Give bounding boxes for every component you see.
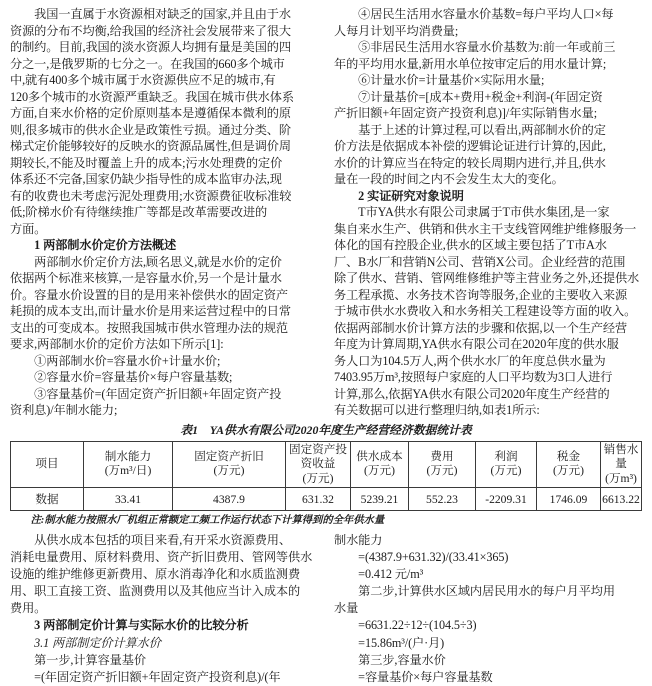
- text-line: 设施的维护维修更新费用、原水消毒净化和水质监测费: [10, 567, 301, 582]
- text-line: ②容量水价=容量基价×每户容量基数;: [10, 370, 233, 384]
- header-unit: (万元): [426, 464, 458, 478]
- text-line: 集自来水生产、供销和供水主干支线管网维护维修服务一: [334, 221, 637, 236]
- text-line: =(4387.9+631.32)/(33.41×365): [334, 550, 509, 565]
- text-line: 用、职工直接工资、监测费用以及其他应当计入成本的: [10, 584, 301, 599]
- text-line: 体化的国有控股企业,供水的区域主要包括了T市A水: [334, 238, 607, 252]
- text-line: 1 两部制水价定价方法概述: [10, 238, 177, 252]
- header-label: 固定资产折旧: [194, 449, 264, 463]
- text-line: =0.412 元/m³: [334, 567, 424, 582]
- table-cell: 631.32: [286, 488, 351, 511]
- header-label: 项目: [35, 457, 59, 470]
- bottom-two-column-section: [10, 532, 642, 686]
- text-line: 资源的分布不均衡,给我国的经济社会发展带来了很大: [10, 23, 291, 38]
- table-header-cell: [409, 441, 476, 488]
- text-line: 3 两部制定价计算与实际水价的比较分析: [10, 618, 249, 633]
- table-header-cell: [11, 441, 84, 488]
- table-header-cell: [351, 441, 409, 488]
- bottom-left-column: [10, 532, 320, 686]
- text-line: T市YA供水有限公司隶属于T市供水集团,是一家: [334, 205, 610, 219]
- data-table: [10, 441, 642, 512]
- text-line: 有关数据可以进行整理归纳,如表1所示:: [334, 403, 540, 417]
- header-label: 销售水量: [603, 442, 639, 470]
- table-cell: 1746.09: [537, 488, 601, 511]
- top-right-column: [334, 6, 642, 419]
- header-unit: (万m³/日): [104, 464, 152, 478]
- text-line: 梯式定价能够较好的反映水的资源品属性,但是调价周: [10, 139, 291, 153]
- text-line: ④居民生活用水容量水价基数=每户平均人口×每: [334, 7, 614, 21]
- text-line: 期较长,不能及时覆盖上升的成本;污水处理费的定价: [10, 155, 283, 170]
- text-line: 支出的可变成本。按照我国城市供水管理办法的规范: [10, 320, 289, 335]
- text-line: 从供水成本包括的项目来看,有开采水资源费用、: [10, 533, 291, 547]
- text-line: 我国一直属于水资源相对缺乏的国家,并且由于水: [10, 7, 291, 21]
- text-line: 价方法是依据成本补偿的逻辑论证进行计算的,因此,: [334, 139, 606, 153]
- text-line: 年度为计算周期,YA供水有限公司在2020年度的供水服: [334, 337, 619, 351]
- text-line: 要求,两部制水价的定价方法如下所示[1]:: [10, 337, 224, 351]
- text-line: 资利息)/年制水能力;: [10, 403, 118, 417]
- text-line: 耗损的成本支出,而计量水价是用来运营过程中的日常: [10, 304, 291, 318]
- text-line: 第一步,计算容量基价: [10, 652, 146, 667]
- text-line: 方面。: [10, 221, 47, 236]
- header-label: 固定资产投资收益: [289, 442, 347, 470]
- text-line: 制水能力: [334, 533, 383, 547]
- table-header-cell: [601, 441, 642, 488]
- text-line: 3.1 两部制定价计算水价: [10, 635, 161, 650]
- header-label: 供水成本: [356, 449, 403, 463]
- text-line: 中,就有400多个城市属于水资源供应不足的城市,有: [10, 73, 276, 87]
- text-line: ③容量基价=(年固定资产折旧额+年固定资产投: [10, 386, 282, 401]
- header-unit: (万元): [553, 464, 584, 478]
- table-cell: 552.23: [409, 488, 476, 511]
- table-header-row: [11, 441, 642, 488]
- text-line: 分之一,是俄罗斯的七分之一。在我国的660多个城市: [10, 56, 285, 71]
- text-line: =6631.22÷12÷(104.5÷3): [334, 618, 477, 633]
- text-line: =(年固定资产折旧额+年固定资产投资利息)/(年: [10, 669, 281, 684]
- text-line: 消耗电量费用、原材料费用、资产折旧费用、管网等供水: [10, 550, 313, 565]
- header-unit: (万元): [364, 464, 395, 478]
- text-line: 年的平均用水量,新用水单位按审定后的用水量计算;: [334, 56, 607, 71]
- header-label: 制水能力: [104, 449, 152, 463]
- table-cell: 33.41: [84, 488, 173, 511]
- text-line: 依据两部制水价计算方法的步骤和依据,以一个生产经营: [334, 320, 628, 335]
- text-line: 人每月计划平均消费量;: [334, 23, 459, 38]
- table-cell: 5239.21: [351, 488, 409, 511]
- text-line: 2 实证研究对象说明: [334, 188, 464, 203]
- top-two-column-section: [10, 6, 642, 419]
- text-line: 水价的计算应当在特定的较长周期内进行,并且,供水: [334, 155, 606, 170]
- table-note: 注:制水能力按照水厂机组正常额定工频工作运行状态下计算得到的全年供水量: [30, 515, 385, 526]
- text-line: =15.86m³/(户·月): [334, 635, 445, 650]
- text-line: 务工程承揽、水务技术咨询等服务,企业的主要收入来源: [334, 287, 628, 302]
- text-line: 方面,自来水价格的定价原则基本是遵循保本微利的原: [10, 106, 291, 120]
- text-line: 第三步,容量水价: [334, 652, 446, 667]
- header-label: 税金: [556, 449, 581, 463]
- table-block: [10, 423, 642, 529]
- text-line: 则,很多城市的供水企业是政策性亏损。通过分类、阶: [10, 122, 291, 137]
- header-label: 费用: [430, 449, 454, 463]
- text-line: ⑥计量水价=计量基价×实际用水量;: [334, 73, 545, 87]
- text-line: 于城市供水水费收入和水务相关工程建设等方面的收入。: [334, 304, 637, 318]
- header-label: 利润: [494, 449, 518, 463]
- table-cell: -2209.31: [476, 488, 537, 511]
- text-line: 基于上述的计算过程,可以看出,两部制水价的定: [334, 122, 606, 137]
- header-unit: (万元): [302, 471, 334, 485]
- text-line: 量在一段的时间之内不会发生太大的变化。: [334, 172, 564, 186]
- text-line: =容量基价×每户容量基数: [334, 669, 493, 684]
- table-title: 表1 YA供水有限公司2020年度生产经营经济数据统计表: [180, 422, 472, 437]
- table-header-cell: [173, 441, 286, 488]
- header-unit: (万元): [213, 464, 245, 478]
- text-line: 费用。: [10, 601, 47, 616]
- table-cell: 4387.9: [173, 488, 286, 511]
- text-line: 价。容量水价设置的目的是用来补偿供水的固定资产: [10, 287, 289, 302]
- text-line: 务人口为104.5万人,两个供水水厂的年度总供水量为: [334, 353, 606, 368]
- bottom-right-column: [334, 532, 642, 686]
- table-data-row: [11, 488, 642, 511]
- text-line: ⑦计量基价=[成本+费用+税金+利润-(年固定资: [334, 89, 603, 104]
- text-line: 低;阶梯水价有待继续推广等都是改革需要改进的: [10, 205, 268, 219]
- text-line: 水量: [334, 601, 359, 616]
- text-line: 依据两个标准来核算,一是容量水价,另一个是计量水: [10, 271, 282, 285]
- header-unit: (万元): [490, 464, 522, 478]
- text-line: 第二步,计算供水区域内居民用水的每户月平均用: [334, 584, 615, 599]
- text-line: 的制约。目前,我国的淡水资源人均拥有量是美国的四: [10, 40, 291, 54]
- text-line: 7403.95万m³,按照每户家庭的人口平均数为3口人进行: [334, 370, 613, 384]
- table-header-cell: [84, 441, 173, 488]
- text-line: 两部制水价定价方法,顾名思义,就是水价的定价: [10, 254, 282, 269]
- text-line: ⑤非居民生活用水容量水价基数为:前一年或前三: [334, 40, 616, 54]
- text-line: 计算,那么,依据YA供水有限公司2020年度生产经营的: [334, 386, 610, 401]
- text-line: 体系还不完备,国家仍缺少指导性的成本监审办法,现: [10, 172, 282, 186]
- table-header-cell: [286, 441, 351, 488]
- text-line: 厂、B水厂和营销N公司、营销X公司。企业经营的范围: [334, 254, 626, 269]
- table-header-cell: [537, 441, 601, 488]
- header-unit: (万m³): [605, 471, 637, 485]
- text-line: 有的收费也未考虑污泥处理费用;水资源费征收标准较: [10, 188, 292, 203]
- text-line: 产折旧额+年固定资产投资利息)]/年实际销售水量;: [334, 106, 598, 120]
- table-cell: 数据: [11, 488, 84, 511]
- top-left-column: [10, 6, 320, 419]
- text-line: 除了供水、营销、管网维修维护等主营业务之外,还提供水: [334, 271, 640, 285]
- text-line: ①两部制水价=容量水价+计量水价;: [10, 353, 221, 368]
- table-header-cell: [476, 441, 537, 488]
- text-line: 120多个城市的水资源严重缺乏。我国在城市供水体系: [10, 89, 294, 104]
- table-cell: 6613.22: [601, 488, 642, 511]
